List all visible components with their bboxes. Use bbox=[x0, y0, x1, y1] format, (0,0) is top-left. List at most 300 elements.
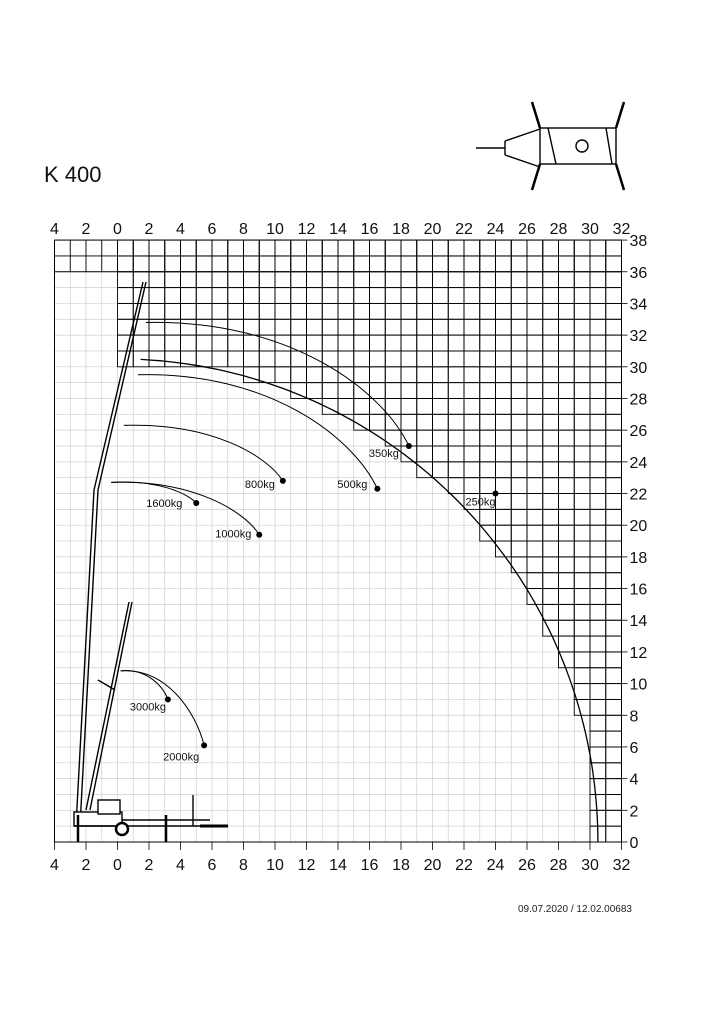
load-point-label: 350kg bbox=[368, 448, 399, 460]
grid-cell-out bbox=[433, 462, 449, 478]
grid-cell-out bbox=[275, 335, 291, 351]
grid-cell-out bbox=[228, 351, 244, 367]
grid-cell-out bbox=[480, 288, 496, 304]
grid-cell-out bbox=[291, 288, 307, 304]
grid-cell-out bbox=[291, 256, 307, 272]
grid-cell-out bbox=[401, 288, 417, 304]
grid-cell-out bbox=[133, 272, 149, 288]
load-point-label: 800kg bbox=[244, 478, 275, 491]
grid-cell-out bbox=[543, 398, 559, 414]
grid-cell-out bbox=[244, 303, 260, 319]
grid-cell-out bbox=[559, 604, 575, 620]
x-tick-label-top: 32 bbox=[612, 221, 631, 239]
load-curve bbox=[138, 375, 377, 489]
grid-cell-out bbox=[606, 351, 622, 367]
grid-cell-out bbox=[543, 430, 559, 446]
grid-cell-out bbox=[527, 383, 543, 399]
load-point-label: 3000kg bbox=[129, 701, 166, 714]
grid-cell-out bbox=[590, 462, 606, 478]
load-point-label: 500kg bbox=[337, 478, 368, 491]
grid-cell-out bbox=[338, 256, 354, 272]
grid-cell-out bbox=[527, 367, 543, 383]
grid-cell-out bbox=[133, 335, 149, 351]
grid-cell-out bbox=[511, 462, 527, 478]
grid-cell-out bbox=[480, 351, 496, 367]
x-tick-label-bottom: 26 bbox=[518, 857, 536, 874]
grid-cell-out bbox=[590, 668, 606, 684]
grid-cell-out bbox=[543, 240, 559, 256]
grid-cell-out bbox=[511, 430, 527, 446]
grid-cell-out bbox=[543, 383, 559, 399]
grid-cell-out bbox=[606, 240, 622, 256]
grid-cell-out bbox=[543, 272, 559, 288]
grid-cell-out bbox=[574, 589, 590, 605]
y-tick-label: 24 bbox=[629, 454, 648, 472]
load-point bbox=[280, 478, 286, 484]
y-tick-label: 6 bbox=[629, 739, 639, 757]
grid-cell-out bbox=[590, 589, 606, 605]
grid-cell-out bbox=[165, 240, 181, 256]
grid-cell-out bbox=[322, 288, 338, 304]
grid-cell-out bbox=[496, 240, 512, 256]
grid-cell-out bbox=[606, 462, 622, 478]
grid-cell-out bbox=[433, 240, 449, 256]
grid-cell-out bbox=[322, 383, 338, 399]
grid-cell-out bbox=[464, 303, 480, 319]
grid-cell-out bbox=[574, 478, 590, 494]
grid-cell-out bbox=[464, 288, 480, 304]
grid-cell-out bbox=[496, 478, 512, 494]
y-tick-label: 0 bbox=[629, 835, 639, 852]
grid-cell-out bbox=[606, 414, 622, 430]
grid-cell-out bbox=[543, 351, 559, 367]
grid-cell-out bbox=[606, 446, 622, 462]
grid-cell-out bbox=[385, 240, 401, 256]
grid-cell-out bbox=[527, 398, 543, 414]
grid-cell-out bbox=[212, 240, 228, 256]
grid-cell-out bbox=[543, 541, 559, 557]
grid-cell-out bbox=[606, 319, 622, 335]
grid-cell-out bbox=[354, 256, 370, 272]
grid-cell-out bbox=[464, 319, 480, 335]
grid-cell-out bbox=[606, 288, 622, 304]
grid-cell-out bbox=[401, 414, 417, 430]
grid-cell-out bbox=[606, 794, 622, 810]
grid-cell-out bbox=[165, 303, 181, 319]
grid-cell-out bbox=[149, 351, 165, 367]
grid-cell-out bbox=[574, 636, 590, 652]
grid-cell-out bbox=[448, 303, 464, 319]
x-tick-label-top: 18 bbox=[392, 221, 410, 239]
grid-cell-out bbox=[370, 303, 386, 319]
x-tick-label-top: 0 bbox=[113, 221, 122, 239]
grid-cell-out bbox=[181, 240, 197, 256]
grid-cell-out bbox=[385, 430, 401, 446]
grid-cell-out bbox=[118, 288, 134, 304]
grid-cell-out bbox=[212, 256, 228, 272]
grid-cell-out bbox=[133, 240, 149, 256]
grid-cell-out bbox=[275, 319, 291, 335]
grid-cell-out bbox=[307, 288, 323, 304]
grid-cell-out bbox=[559, 335, 575, 351]
grid-cell-out bbox=[511, 367, 527, 383]
grid-cell-out bbox=[275, 288, 291, 304]
grid-cell-out bbox=[244, 288, 260, 304]
grid-cell-out bbox=[417, 303, 433, 319]
grid-cell-out bbox=[354, 351, 370, 367]
grid-cell-out bbox=[559, 525, 575, 541]
grid-cell-out bbox=[448, 319, 464, 335]
grid-cell-out bbox=[511, 525, 527, 541]
load-point bbox=[193, 500, 199, 506]
grid-cell-out bbox=[511, 319, 527, 335]
grid-cell-out bbox=[291, 383, 307, 399]
grid-cell-out bbox=[275, 240, 291, 256]
grid-cell-out bbox=[307, 240, 323, 256]
grid-cell-out bbox=[590, 288, 606, 304]
grid-cell-out bbox=[448, 367, 464, 383]
grid-cell-out bbox=[338, 303, 354, 319]
grid-cell-out bbox=[354, 288, 370, 304]
grid-cell-out bbox=[511, 303, 527, 319]
grid-cell-out bbox=[543, 494, 559, 510]
grid-cell-out bbox=[464, 335, 480, 351]
grid-cell-out bbox=[181, 288, 197, 304]
y-tick-label: 28 bbox=[629, 391, 648, 409]
grid-cell-out bbox=[322, 256, 338, 272]
grid-cell-out bbox=[228, 335, 244, 351]
grid-cell-out bbox=[574, 367, 590, 383]
grid-cell-out bbox=[165, 288, 181, 304]
grid-cell-out bbox=[417, 256, 433, 272]
x-tick-label-bottom: 32 bbox=[612, 857, 631, 874]
grid-cell-out bbox=[448, 335, 464, 351]
grid-cell-out bbox=[559, 494, 575, 510]
grid-cell-out bbox=[417, 240, 433, 256]
grid-cell-out bbox=[559, 414, 575, 430]
grid-cell-out bbox=[433, 414, 449, 430]
grid-cell-out bbox=[590, 398, 606, 414]
grid-cell-out bbox=[606, 557, 622, 573]
grid-cell-out bbox=[559, 636, 575, 652]
grid-cell-out bbox=[511, 288, 527, 304]
grid-cell-out bbox=[574, 652, 590, 668]
grid-cell-out bbox=[118, 256, 134, 272]
grid-cell-out bbox=[228, 288, 244, 304]
grid-cell-out bbox=[496, 525, 512, 541]
grid-cell-out bbox=[590, 478, 606, 494]
grid-cell-out bbox=[496, 319, 512, 335]
grid-cell-out bbox=[590, 541, 606, 557]
grid-cell-out bbox=[464, 462, 480, 478]
grid-cell-out bbox=[291, 319, 307, 335]
grid-cell-out bbox=[606, 272, 622, 288]
grid-cell-out bbox=[574, 494, 590, 510]
grid-cell-out bbox=[307, 383, 323, 399]
load-curves bbox=[111, 322, 598, 842]
grid-cell-out bbox=[322, 303, 338, 319]
grid-cell-out bbox=[338, 398, 354, 414]
x-tick-label-top: 26 bbox=[518, 221, 536, 239]
grid-cell-out bbox=[401, 319, 417, 335]
grid-cell-out bbox=[181, 319, 197, 335]
x-tick-label-top: 22 bbox=[455, 221, 473, 239]
y-tick-label: 14 bbox=[629, 613, 648, 631]
grid-cell-out bbox=[574, 541, 590, 557]
y-tick-label: 10 bbox=[629, 676, 648, 694]
grid-cell-out bbox=[433, 319, 449, 335]
grid-cell-out bbox=[417, 383, 433, 399]
x-tick-label-top: 20 bbox=[423, 221, 442, 239]
grid-cell-out bbox=[574, 240, 590, 256]
grid-cell-out bbox=[543, 319, 559, 335]
grid-cell-out bbox=[590, 256, 606, 272]
grid-cell-out bbox=[196, 303, 212, 319]
y-tick-label: 36 bbox=[629, 264, 648, 282]
grid-cell-out bbox=[354, 240, 370, 256]
grid-cell-out bbox=[606, 731, 622, 747]
grid-cell-out bbox=[385, 351, 401, 367]
grid-cell-out bbox=[590, 557, 606, 573]
grid-cell-out bbox=[385, 398, 401, 414]
y-tick-label: 32 bbox=[629, 328, 648, 346]
grid-cell-out bbox=[228, 319, 244, 335]
x-tick-label-bottom: 12 bbox=[297, 857, 316, 874]
grid-cell-out bbox=[559, 573, 575, 589]
grid-cell-out bbox=[559, 383, 575, 399]
x-tick-label-bottom: 30 bbox=[581, 857, 599, 874]
grid-cell-out bbox=[433, 351, 449, 367]
y-tick-label: 4 bbox=[629, 771, 639, 789]
grid-cell-out bbox=[527, 494, 543, 510]
grid-cell-out bbox=[559, 557, 575, 573]
grid-cell-out bbox=[527, 430, 543, 446]
grid-cell-out bbox=[448, 383, 464, 399]
load-point-label: 2000kg bbox=[163, 751, 200, 764]
grid-cell-out bbox=[417, 351, 433, 367]
grid-cell-out bbox=[543, 288, 559, 304]
grid-cell-out bbox=[401, 303, 417, 319]
y-tick-label: 20 bbox=[629, 518, 648, 536]
x-tick-label-bottom: 4 bbox=[50, 857, 59, 874]
grid-cell-out bbox=[590, 652, 606, 668]
grid-cell-out bbox=[574, 557, 590, 573]
grid-cell-out bbox=[543, 335, 559, 351]
grid-cell-out bbox=[574, 272, 590, 288]
grid-cell-out bbox=[181, 335, 197, 351]
grid-cell-out bbox=[527, 478, 543, 494]
grid-cell-out bbox=[496, 462, 512, 478]
grid-cell-out bbox=[606, 303, 622, 319]
grid-cell-out bbox=[464, 351, 480, 367]
load-point-label: 1000kg bbox=[215, 528, 252, 541]
grid-cell-out bbox=[606, 779, 622, 795]
grid-cell-out bbox=[606, 383, 622, 399]
grid-cell-out bbox=[401, 240, 417, 256]
y-tick-label: 38 bbox=[629, 233, 648, 251]
grid-cell-out bbox=[480, 303, 496, 319]
grid-cell-out bbox=[527, 414, 543, 430]
grid-cell-out bbox=[574, 525, 590, 541]
grid-cell-out bbox=[606, 335, 622, 351]
grid-cell-out bbox=[543, 573, 559, 589]
grid-cell-out bbox=[480, 319, 496, 335]
grid-cell-out bbox=[590, 240, 606, 256]
grid-cell-out bbox=[574, 462, 590, 478]
grid-cell-out bbox=[433, 256, 449, 272]
grid-cell-out bbox=[574, 256, 590, 272]
document-reference: 09.07.2020 / 12.02.00683 bbox=[518, 904, 632, 915]
grid-cell-out bbox=[496, 256, 512, 272]
grid-cell-out bbox=[496, 367, 512, 383]
x-tick-label-bottom: 18 bbox=[392, 857, 410, 874]
grid-cell-out bbox=[417, 430, 433, 446]
grid-cell-out bbox=[480, 272, 496, 288]
grid-cell-out bbox=[574, 319, 590, 335]
chart-title: K 400 bbox=[44, 162, 102, 187]
grid-cell-out bbox=[259, 319, 275, 335]
grid-cell-out bbox=[259, 367, 275, 383]
grid-cell-out bbox=[196, 335, 212, 351]
grid-cell-out bbox=[433, 367, 449, 383]
grid-cell-out bbox=[574, 446, 590, 462]
grid-cell-out bbox=[370, 288, 386, 304]
grid-cell-out bbox=[401, 367, 417, 383]
grid-cell-out bbox=[307, 272, 323, 288]
grid-cell-out bbox=[165, 335, 181, 351]
grid-cell-out bbox=[480, 240, 496, 256]
x-tick-label-top: 30 bbox=[581, 221, 599, 239]
grid-cell-out bbox=[307, 256, 323, 272]
grid-cell-out bbox=[543, 303, 559, 319]
grid-cell-out bbox=[417, 272, 433, 288]
grid-cell-out bbox=[401, 272, 417, 288]
grid-cell-out bbox=[149, 272, 165, 288]
grid-cell-out bbox=[480, 478, 496, 494]
grid-cell-out bbox=[212, 351, 228, 367]
grid-cell-out bbox=[165, 256, 181, 272]
grid-cell-out bbox=[590, 573, 606, 589]
grid-cell-out bbox=[464, 478, 480, 494]
x-tick-label-bottom: 2 bbox=[144, 857, 154, 874]
grid-cell-out bbox=[464, 272, 480, 288]
grid-cell-out bbox=[606, 636, 622, 652]
grid-cell-out bbox=[196, 351, 212, 367]
grid-cell-out bbox=[574, 288, 590, 304]
grid-cell-out bbox=[496, 351, 512, 367]
grid-cell-out bbox=[511, 383, 527, 399]
grid-cell-out bbox=[448, 288, 464, 304]
grid-cell-out bbox=[401, 351, 417, 367]
grid-cell-out bbox=[574, 398, 590, 414]
grid-cell-out bbox=[417, 398, 433, 414]
grid-cell-out bbox=[196, 240, 212, 256]
grid-cell-out bbox=[480, 335, 496, 351]
grid-cell-out bbox=[496, 446, 512, 462]
grid-cell-out bbox=[559, 319, 575, 335]
grid-cell-out bbox=[559, 367, 575, 383]
grid-cell-out bbox=[606, 367, 622, 383]
grid-cell-out bbox=[606, 589, 622, 605]
grid-cell-out bbox=[559, 541, 575, 557]
x-tick-label-bottom: 0 bbox=[113, 857, 122, 874]
x-tick-label-top: 14 bbox=[329, 221, 347, 239]
grid-cell-out bbox=[590, 699, 606, 715]
grid-cell-out bbox=[559, 303, 575, 319]
grid-cell-out bbox=[527, 240, 543, 256]
grid-cell-out bbox=[574, 668, 590, 684]
y-tick-label: 30 bbox=[629, 359, 648, 377]
x-tick-label-top: 4 bbox=[176, 221, 185, 239]
grid-cell-out bbox=[464, 240, 480, 256]
grid-cell-out bbox=[275, 351, 291, 367]
grid-cell-out bbox=[196, 288, 212, 304]
grid-cell-out bbox=[401, 383, 417, 399]
grid-cell-out bbox=[417, 414, 433, 430]
x-tick-label-top: 16 bbox=[360, 221, 379, 239]
grid-cell-out bbox=[118, 240, 134, 256]
grid-cell-out bbox=[496, 494, 512, 510]
x-tick-label-bottom: 10 bbox=[266, 857, 284, 874]
grid-cell-out bbox=[149, 240, 165, 256]
grid-cell-out bbox=[574, 414, 590, 430]
grid-cell-out bbox=[338, 383, 354, 399]
grid-cell-out bbox=[543, 256, 559, 272]
grid-cell-out bbox=[322, 351, 338, 367]
load-point bbox=[406, 443, 412, 449]
grid-cell-out bbox=[480, 462, 496, 478]
grid-cell-out bbox=[511, 256, 527, 272]
grid-cell-out bbox=[606, 684, 622, 700]
grid-cell-out bbox=[228, 256, 244, 272]
grid-cell-out bbox=[338, 367, 354, 383]
x-tick-label-top: 8 bbox=[239, 221, 248, 239]
grid-cell-out bbox=[322, 367, 338, 383]
grid-cell-out bbox=[291, 240, 307, 256]
grid-cell-out bbox=[574, 430, 590, 446]
grid-cell-out bbox=[559, 589, 575, 605]
grid-cell-out bbox=[196, 256, 212, 272]
grid-cell-out bbox=[448, 430, 464, 446]
grid-cell-out bbox=[354, 303, 370, 319]
grid-cell-out bbox=[354, 335, 370, 351]
x-tick-label-bottom: 6 bbox=[207, 857, 217, 874]
load-point-label: 1600kg bbox=[146, 498, 183, 511]
grid-cell-out bbox=[590, 509, 606, 525]
grid-cell-out bbox=[464, 446, 480, 462]
grid-cell-out bbox=[291, 367, 307, 383]
x-tick-label-top: 6 bbox=[207, 221, 217, 239]
grid-cell-out bbox=[417, 335, 433, 351]
grid-cell-out bbox=[559, 256, 575, 272]
grid-cell-out bbox=[606, 573, 622, 589]
grid-cell-out bbox=[196, 272, 212, 288]
grid-cell-out bbox=[543, 589, 559, 605]
grid-cell-out bbox=[433, 335, 449, 351]
grid-cell-out bbox=[543, 478, 559, 494]
x-tick-label-bottom: 28 bbox=[549, 857, 568, 874]
grid-cell-out bbox=[590, 604, 606, 620]
grid-cell-out bbox=[370, 398, 386, 414]
x-tick-label-top: 24 bbox=[486, 221, 505, 239]
grid-cell-out bbox=[165, 319, 181, 335]
y-tick-label: 18 bbox=[629, 549, 648, 567]
grid-cell-out bbox=[527, 509, 543, 525]
grid-cell-out bbox=[149, 303, 165, 319]
grid-cell-out bbox=[338, 272, 354, 288]
grid-cell-out bbox=[496, 398, 512, 414]
grid-cell-out bbox=[259, 272, 275, 288]
